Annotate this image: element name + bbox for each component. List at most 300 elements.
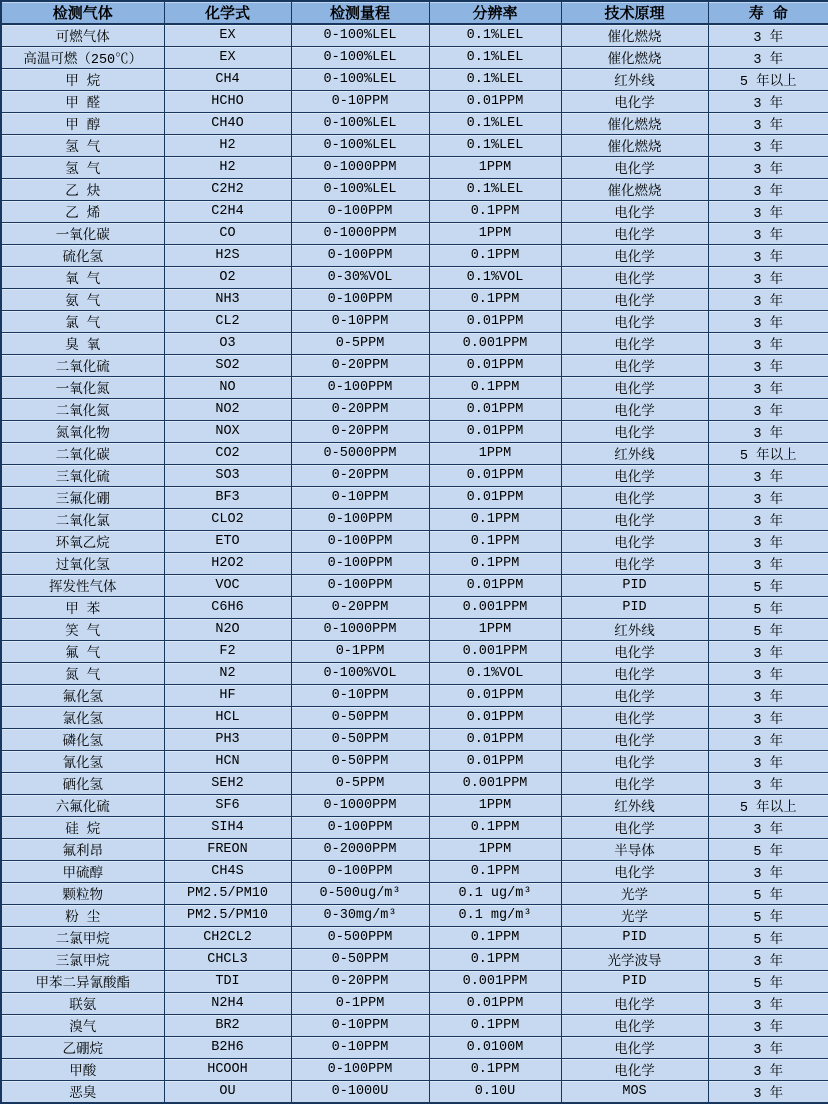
cell-lifespan: 3 年 xyxy=(708,509,828,531)
cell-resolution: 0.01PPM xyxy=(429,685,561,707)
table-row xyxy=(1,949,828,971)
cell-formula: FREON xyxy=(164,839,291,861)
header-row xyxy=(1,1,828,24)
cell-resolution: 0.01PPM xyxy=(429,311,561,333)
cell-resolution: 1PPM xyxy=(429,223,561,245)
cell-formula: SF6 xyxy=(164,795,291,817)
cell-lifespan: 3 年 xyxy=(708,707,828,729)
cell-principle: 电化学 xyxy=(561,157,708,179)
cell-lifespan: 3 年 xyxy=(708,377,828,399)
cell-resolution: 0.01PPM xyxy=(429,729,561,751)
cell-resolution: 0.1PPM xyxy=(429,201,561,223)
cell-resolution: 0.1PPM xyxy=(429,553,561,575)
cell-principle: PID xyxy=(561,597,708,619)
cell-formula: O2 xyxy=(164,267,291,289)
cell-resolution: 0.1PPM xyxy=(429,245,561,267)
cell-formula: HF xyxy=(164,685,291,707)
cell-gas: 甲 醛 xyxy=(1,91,164,113)
cell-gas: 二氯甲烷 xyxy=(1,927,164,949)
cell-principle: 电化学 xyxy=(561,289,708,311)
cell-lifespan: 3 年 xyxy=(708,311,828,333)
cell-gas: 氧 气 xyxy=(1,267,164,289)
cell-resolution: 0.01PPM xyxy=(429,487,561,509)
cell-gas: 氯 气 xyxy=(1,311,164,333)
cell-formula: HCHO xyxy=(164,91,291,113)
cell-range: 0-100%LEL xyxy=(291,113,429,135)
cell-lifespan: 3 年 xyxy=(708,179,828,201)
cell-principle: PID xyxy=(561,927,708,949)
cell-range: 0-100PPM xyxy=(291,201,429,223)
table-row xyxy=(1,1059,828,1081)
cell-principle: 电化学 xyxy=(561,399,708,421)
cell-principle: 红外线 xyxy=(561,443,708,465)
cell-gas: 一氧化碳 xyxy=(1,223,164,245)
table-row xyxy=(1,245,828,267)
cell-formula: C2H2 xyxy=(164,179,291,201)
cell-range: 0-100%LEL xyxy=(291,47,429,69)
cell-resolution: 0.001PPM xyxy=(429,597,561,619)
cell-gas: 六氟化硫 xyxy=(1,795,164,817)
cell-gas: 氰化氢 xyxy=(1,751,164,773)
cell-range: 0-30%VOL xyxy=(291,267,429,289)
cell-range: 0-2000PPM xyxy=(291,839,429,861)
cell-resolution: 0.1%LEL xyxy=(429,47,561,69)
cell-gas: 硅 烷 xyxy=(1,817,164,839)
cell-principle: 电化学 xyxy=(561,751,708,773)
cell-resolution: 1PPM xyxy=(429,795,561,817)
cell-gas: 二氧化碳 xyxy=(1,443,164,465)
table-row xyxy=(1,817,828,839)
cell-lifespan: 3 年 xyxy=(708,861,828,883)
cell-principle: 红外线 xyxy=(561,795,708,817)
cell-range: 0-100PPM xyxy=(291,575,429,597)
cell-gas: 氢 气 xyxy=(1,135,164,157)
table-row xyxy=(1,421,828,443)
cell-resolution: 1PPM xyxy=(429,443,561,465)
cell-principle: 电化学 xyxy=(561,1037,708,1059)
cell-formula: HCL xyxy=(164,707,291,729)
cell-gas: 三氟化硼 xyxy=(1,487,164,509)
cell-gas: 可燃气体 xyxy=(1,24,164,47)
cell-lifespan: 3 年 xyxy=(708,773,828,795)
cell-lifespan: 5 年 xyxy=(708,839,828,861)
cell-range: 0-30mg/m³ xyxy=(291,905,429,927)
cell-gas: 一氧化氮 xyxy=(1,377,164,399)
cell-principle: 红外线 xyxy=(561,619,708,641)
cell-principle: 电化学 xyxy=(561,201,708,223)
cell-resolution: 0.1 mg/m³ xyxy=(429,905,561,927)
cell-range: 0-1000U xyxy=(291,1081,429,1104)
cell-principle: 电化学 xyxy=(561,311,708,333)
cell-formula: NO xyxy=(164,377,291,399)
cell-lifespan: 3 年 xyxy=(708,157,828,179)
cell-resolution: 0.1PPM xyxy=(429,1059,561,1081)
cell-range: 0-1PPM xyxy=(291,641,429,663)
cell-gas: 甲苯二异氰酸酯 xyxy=(1,971,164,993)
cell-lifespan: 3 年 xyxy=(708,729,828,751)
cell-range: 0-5000PPM xyxy=(291,443,429,465)
table-row xyxy=(1,531,828,553)
cell-resolution: 0.1PPM xyxy=(429,509,561,531)
table-row xyxy=(1,773,828,795)
cell-formula: CHCL3 xyxy=(164,949,291,971)
cell-formula: C6H6 xyxy=(164,597,291,619)
cell-resolution: 0.1PPM xyxy=(429,949,561,971)
cell-gas: 氟 气 xyxy=(1,641,164,663)
cell-range: 0-500PPM xyxy=(291,927,429,949)
cell-formula: F2 xyxy=(164,641,291,663)
table-row xyxy=(1,355,828,377)
cell-range: 0-100PPM xyxy=(291,553,429,575)
cell-resolution: 0.01PPM xyxy=(429,993,561,1015)
cell-resolution: 0.001PPM xyxy=(429,641,561,663)
cell-principle: 电化学 xyxy=(561,817,708,839)
table-row xyxy=(1,707,828,729)
cell-resolution: 0.001PPM xyxy=(429,971,561,993)
cell-lifespan: 3 年 xyxy=(708,135,828,157)
cell-lifespan: 3 年 xyxy=(708,421,828,443)
cell-principle: 光学 xyxy=(561,883,708,905)
cell-gas: 氮 气 xyxy=(1,663,164,685)
cell-principle: 光学波导 xyxy=(561,949,708,971)
cell-gas: 恶臭 xyxy=(1,1081,164,1104)
table-row xyxy=(1,575,828,597)
table-row xyxy=(1,861,828,883)
table-row xyxy=(1,971,828,993)
cell-principle: 电化学 xyxy=(561,861,708,883)
cell-gas: 三氯甲烷 xyxy=(1,949,164,971)
cell-gas: 臭 氧 xyxy=(1,333,164,355)
cell-principle: 电化学 xyxy=(561,487,708,509)
cell-principle: 电化学 xyxy=(561,377,708,399)
cell-formula: EX xyxy=(164,24,291,47)
cell-lifespan: 3 年 xyxy=(708,47,828,69)
cell-principle: 电化学 xyxy=(561,91,708,113)
cell-gas: 甲硫醇 xyxy=(1,861,164,883)
cell-formula: SIH4 xyxy=(164,817,291,839)
cell-lifespan: 3 年 xyxy=(708,685,828,707)
cell-range: 0-100PPM xyxy=(291,531,429,553)
table-row xyxy=(1,24,828,47)
table-row xyxy=(1,113,828,135)
cell-formula: CH4 xyxy=(164,69,291,91)
cell-formula: CLO2 xyxy=(164,509,291,531)
cell-range: 0-50PPM xyxy=(291,751,429,773)
cell-principle: 催化燃烧 xyxy=(561,24,708,47)
cell-lifespan: 3 年 xyxy=(708,1037,828,1059)
cell-principle: 电化学 xyxy=(561,707,708,729)
cell-resolution: 0.001PPM xyxy=(429,333,561,355)
cell-formula: SO3 xyxy=(164,465,291,487)
column-header-principle: 技术原理 xyxy=(561,1,708,24)
cell-lifespan: 3 年 xyxy=(708,201,828,223)
cell-range: 0-100PPM xyxy=(291,289,429,311)
cell-resolution: 1PPM xyxy=(429,839,561,861)
cell-lifespan: 3 年 xyxy=(708,641,828,663)
cell-principle: 红外线 xyxy=(561,69,708,91)
table-row xyxy=(1,1037,828,1059)
cell-principle: 电化学 xyxy=(561,1059,708,1081)
cell-formula: VOC xyxy=(164,575,291,597)
cell-formula: SEH2 xyxy=(164,773,291,795)
cell-principle: 电化学 xyxy=(561,245,708,267)
cell-principle: 电化学 xyxy=(561,223,708,245)
cell-resolution: 0.10U xyxy=(429,1081,561,1104)
table-row xyxy=(1,619,828,641)
cell-formula: PH3 xyxy=(164,729,291,751)
cell-lifespan: 3 年 xyxy=(708,553,828,575)
cell-range: 0-100PPM xyxy=(291,377,429,399)
cell-resolution: 0.1 ug/m³ xyxy=(429,883,561,905)
cell-range: 0-1000PPM xyxy=(291,795,429,817)
cell-principle: 电化学 xyxy=(561,993,708,1015)
table-row xyxy=(1,553,828,575)
cell-principle: 半导体 xyxy=(561,839,708,861)
cell-lifespan: 3 年 xyxy=(708,487,828,509)
cell-principle: 催化燃烧 xyxy=(561,135,708,157)
table-row xyxy=(1,47,828,69)
cell-lifespan: 5 年 xyxy=(708,883,828,905)
cell-principle: MOS xyxy=(561,1081,708,1104)
cell-range: 0-100%LEL xyxy=(291,179,429,201)
cell-principle: 催化燃烧 xyxy=(561,179,708,201)
cell-range: 0-1000PPM xyxy=(291,619,429,641)
cell-lifespan: 3 年 xyxy=(708,333,828,355)
cell-formula: BF3 xyxy=(164,487,291,509)
cell-resolution: 0.01PPM xyxy=(429,91,561,113)
cell-formula: B2H6 xyxy=(164,1037,291,1059)
cell-lifespan: 5 年 xyxy=(708,927,828,949)
column-header-formula: 化学式 xyxy=(164,1,291,24)
cell-resolution: 0.01PPM xyxy=(429,707,561,729)
cell-range: 0-100%LEL xyxy=(291,69,429,91)
cell-lifespan: 5 年以上 xyxy=(708,795,828,817)
cell-range: 0-20PPM xyxy=(291,355,429,377)
cell-gas: 高温可燃（250℃） xyxy=(1,47,164,69)
cell-formula: CO xyxy=(164,223,291,245)
table-row xyxy=(1,905,828,927)
table-row xyxy=(1,839,828,861)
cell-range: 0-1000PPM xyxy=(291,157,429,179)
cell-gas: 甲 烷 xyxy=(1,69,164,91)
cell-lifespan: 5 年 xyxy=(708,971,828,993)
cell-lifespan: 3 年 xyxy=(708,91,828,113)
cell-principle: 电化学 xyxy=(561,333,708,355)
cell-range: 0-100PPM xyxy=(291,861,429,883)
cell-gas: 三氧化硫 xyxy=(1,465,164,487)
cell-lifespan: 3 年 xyxy=(708,24,828,47)
cell-principle: 电化学 xyxy=(561,267,708,289)
cell-lifespan: 3 年 xyxy=(708,663,828,685)
cell-range: 0-10PPM xyxy=(291,487,429,509)
cell-range: 0-100%LEL xyxy=(291,135,429,157)
cell-range: 0-20PPM xyxy=(291,421,429,443)
cell-resolution: 0.0100M xyxy=(429,1037,561,1059)
cell-range: 0-10PPM xyxy=(291,1037,429,1059)
cell-lifespan: 3 年 xyxy=(708,751,828,773)
table-row xyxy=(1,663,828,685)
cell-principle: 电化学 xyxy=(561,531,708,553)
cell-range: 0-50PPM xyxy=(291,729,429,751)
table-row xyxy=(1,333,828,355)
cell-lifespan: 3 年 xyxy=(708,465,828,487)
cell-formula: O3 xyxy=(164,333,291,355)
cell-resolution: 0.1PPM xyxy=(429,289,561,311)
cell-range: 0-10PPM xyxy=(291,311,429,333)
cell-resolution: 0.1%VOL xyxy=(429,267,561,289)
cell-lifespan: 5 年 xyxy=(708,597,828,619)
cell-formula: NOX xyxy=(164,421,291,443)
cell-resolution: 0.1PPM xyxy=(429,927,561,949)
cell-formula: N2H4 xyxy=(164,993,291,1015)
cell-formula: HCOOH xyxy=(164,1059,291,1081)
cell-resolution: 0.1%LEL xyxy=(429,24,561,47)
table-row xyxy=(1,465,828,487)
cell-gas: 氟利昂 xyxy=(1,839,164,861)
cell-formula: N2O xyxy=(164,619,291,641)
cell-lifespan: 3 年 xyxy=(708,223,828,245)
cell-range: 0-5PPM xyxy=(291,333,429,355)
cell-formula: EX xyxy=(164,47,291,69)
cell-range: 0-100PPM xyxy=(291,1059,429,1081)
cell-resolution: 1PPM xyxy=(429,619,561,641)
table-row xyxy=(1,1081,828,1104)
cell-resolution: 0.001PPM xyxy=(429,773,561,795)
cell-formula: HCN xyxy=(164,751,291,773)
cell-principle: 电化学 xyxy=(561,1015,708,1037)
table-row xyxy=(1,267,828,289)
cell-resolution: 0.1PPM xyxy=(429,817,561,839)
cell-lifespan: 3 年 xyxy=(708,1081,828,1104)
column-header-resolution: 分辨率 xyxy=(429,1,561,24)
cell-gas: 乙 炔 xyxy=(1,179,164,201)
column-header-gas: 检测气体 xyxy=(1,1,164,24)
cell-range: 0-100PPM xyxy=(291,509,429,531)
cell-resolution: 0.1PPM xyxy=(429,861,561,883)
cell-resolution: 0.01PPM xyxy=(429,751,561,773)
table-row xyxy=(1,377,828,399)
cell-lifespan: 3 年 xyxy=(708,399,828,421)
cell-resolution: 0.1PPM xyxy=(429,377,561,399)
cell-principle: 电化学 xyxy=(561,685,708,707)
cell-range: 0-5PPM xyxy=(291,773,429,795)
cell-lifespan: 3 年 xyxy=(708,267,828,289)
cell-gas: 二氧化氯 xyxy=(1,509,164,531)
cell-formula: SO2 xyxy=(164,355,291,377)
cell-resolution: 0.1%LEL xyxy=(429,135,561,157)
cell-formula: CL2 xyxy=(164,311,291,333)
cell-gas: 溴气 xyxy=(1,1015,164,1037)
table-row xyxy=(1,201,828,223)
cell-gas: 氨 气 xyxy=(1,289,164,311)
cell-formula: NH3 xyxy=(164,289,291,311)
cell-range: 0-100%LEL xyxy=(291,24,429,47)
table-row xyxy=(1,69,828,91)
cell-resolution: 0.01PPM xyxy=(429,421,561,443)
cell-range: 0-500ug/m³ xyxy=(291,883,429,905)
cell-gas: 粉 尘 xyxy=(1,905,164,927)
cell-principle: 光学 xyxy=(561,905,708,927)
cell-formula: ETO xyxy=(164,531,291,553)
cell-formula: OU xyxy=(164,1081,291,1104)
cell-gas: 二氧化氮 xyxy=(1,399,164,421)
cell-lifespan: 5 年 xyxy=(708,619,828,641)
cell-gas: 过氧化氢 xyxy=(1,553,164,575)
cell-formula: H2O2 xyxy=(164,553,291,575)
cell-resolution: 0.01PPM xyxy=(429,355,561,377)
cell-range: 0-1000PPM xyxy=(291,223,429,245)
cell-range: 0-20PPM xyxy=(291,399,429,421)
table-row xyxy=(1,685,828,707)
cell-range: 0-20PPM xyxy=(291,971,429,993)
table-row xyxy=(1,641,828,663)
cell-resolution: 0.01PPM xyxy=(429,575,561,597)
cell-principle: 电化学 xyxy=(561,465,708,487)
cell-gas: 颗粒物 xyxy=(1,883,164,905)
cell-resolution: 0.01PPM xyxy=(429,465,561,487)
cell-resolution: 0.01PPM xyxy=(429,399,561,421)
cell-formula: BR2 xyxy=(164,1015,291,1037)
cell-lifespan: 5 年 xyxy=(708,905,828,927)
table-row xyxy=(1,487,828,509)
column-header-lifespan: 寿 命 xyxy=(708,1,828,24)
cell-lifespan: 5 年以上 xyxy=(708,69,828,91)
cell-resolution: 0.1PPM xyxy=(429,531,561,553)
cell-formula: H2 xyxy=(164,157,291,179)
cell-lifespan: 3 年 xyxy=(708,993,828,1015)
table-row xyxy=(1,883,828,905)
cell-formula: PM2.5/PM10 xyxy=(164,883,291,905)
cell-gas: 环氧乙烷 xyxy=(1,531,164,553)
cell-resolution: 1PPM xyxy=(429,157,561,179)
cell-principle: 电化学 xyxy=(561,421,708,443)
table-row xyxy=(1,729,828,751)
cell-principle: 催化燃烧 xyxy=(561,113,708,135)
cell-range: 0-100PPM xyxy=(291,245,429,267)
cell-lifespan: 3 年 xyxy=(708,245,828,267)
cell-formula: NO2 xyxy=(164,399,291,421)
cell-lifespan: 3 年 xyxy=(708,355,828,377)
cell-resolution: 0.1PPM xyxy=(429,1015,561,1037)
cell-principle: PID xyxy=(561,575,708,597)
cell-range: 0-50PPM xyxy=(291,949,429,971)
cell-gas: 乙硼烷 xyxy=(1,1037,164,1059)
cell-gas: 硒化氢 xyxy=(1,773,164,795)
cell-lifespan: 3 年 xyxy=(708,1015,828,1037)
table-row xyxy=(1,993,828,1015)
cell-lifespan: 3 年 xyxy=(708,531,828,553)
cell-formula: H2S xyxy=(164,245,291,267)
cell-range: 0-10PPM xyxy=(291,685,429,707)
cell-gas: 甲 苯 xyxy=(1,597,164,619)
cell-range: 0-100PPM xyxy=(291,817,429,839)
table-body xyxy=(1,24,828,1103)
table-row xyxy=(1,443,828,465)
cell-gas: 二氧化硫 xyxy=(1,355,164,377)
cell-gas: 联氨 xyxy=(1,993,164,1015)
cell-formula: C2H4 xyxy=(164,201,291,223)
cell-gas: 笑 气 xyxy=(1,619,164,641)
cell-range: 0-100%VOL xyxy=(291,663,429,685)
cell-gas: 氯化氢 xyxy=(1,707,164,729)
cell-gas: 乙 烯 xyxy=(1,201,164,223)
cell-lifespan: 3 年 xyxy=(708,817,828,839)
table-row xyxy=(1,311,828,333)
cell-principle: 电化学 xyxy=(561,663,708,685)
cell-formula: N2 xyxy=(164,663,291,685)
cell-principle: 电化学 xyxy=(561,553,708,575)
cell-lifespan: 3 年 xyxy=(708,113,828,135)
